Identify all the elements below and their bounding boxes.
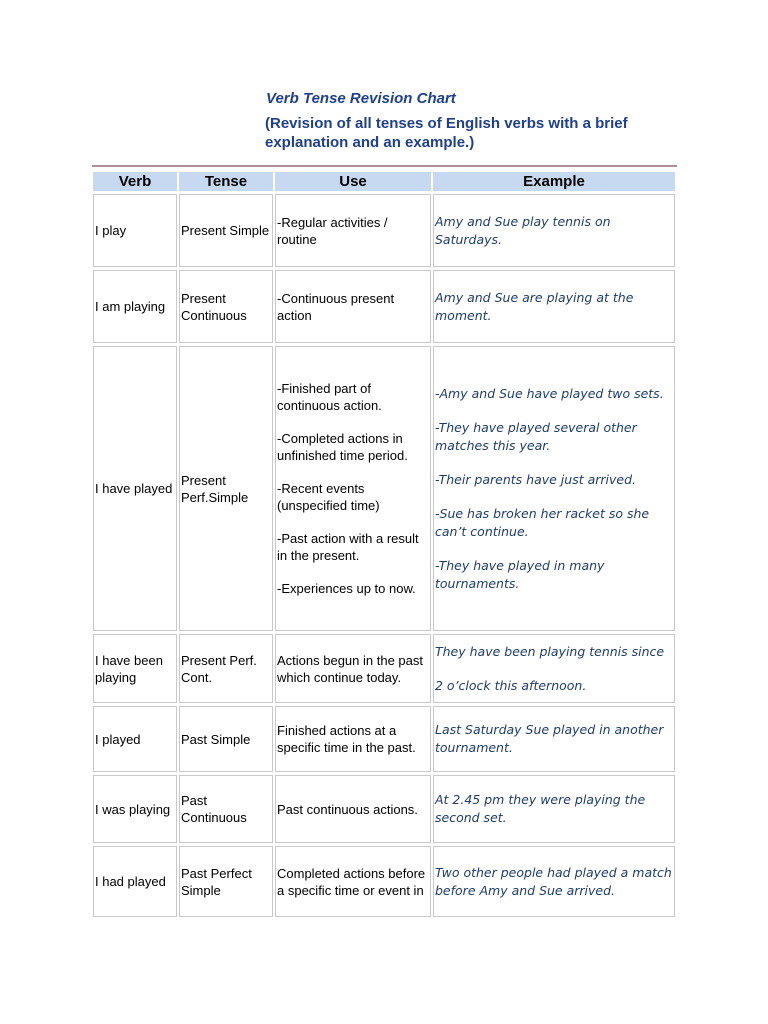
table-row [93,270,675,343]
example-cell [433,270,675,343]
example-line: Amy and Sue play tennis on Saturdays. [435,213,611,247]
header-example: Example [433,172,675,191]
table-row [93,846,675,917]
example-line: 2 o’clock this afternoon. [435,677,587,693]
example-line: -They have played several other matches this year. [435,419,637,453]
table-row [93,346,675,631]
table-row [93,194,675,267]
example-line: Amy and Sue are playing at the moment. [435,289,634,323]
example-cell [433,846,675,917]
use-line: Past continuous actions. [277,801,418,817]
verb-cell: I was playing [93,775,177,843]
use-line: -Continuous present action [277,290,395,323]
verb-cell: I played [93,706,177,772]
example-line: -They have played in many tournaments. [435,557,605,591]
verb-cell: I play [93,194,177,267]
example-line: At 2.45 pm they were playing the second set. [435,792,646,825]
example-cell [433,775,675,843]
table-row [93,775,675,843]
example-line: -Sue has broken her racket so she can’t continue. [435,505,650,539]
example-cell [433,634,675,703]
header-verb: Verb [93,172,177,191]
verb-cell: I am playing [93,270,177,343]
use-line: Finished actions at a specific time in the past. [277,723,416,755]
example-line: -Their parents have just arrived. [435,471,637,487]
table-row [93,706,675,772]
tense-cell: Past Perfect Simple [179,846,273,917]
tense-cell: Present Continuous [179,270,273,343]
use-line: -Regular activities / routine [277,214,388,247]
verb-tense-table [91,172,677,917]
example-line: Last Saturday Sue played in another tournament. [435,722,664,755]
header-tense: Tense [179,172,273,191]
use-line: Actions begun in the past which continue today. [277,652,423,685]
use-line: Completed actions before a specific time or event in [277,865,426,898]
tense-cell: Present Perf.Simple [179,346,273,631]
use-cell [275,775,431,843]
verb-cell: I have been playing [93,634,177,703]
example-line: They have been playing tennis since [435,643,665,659]
tense-cell: Past Continuous [179,775,273,843]
use-line: -Finished part of continuous action. [277,381,382,413]
example-line: Two other people had played a match before Amy and Sue arrived. [435,864,672,898]
example-line: -Amy and Sue have played two sets. [435,385,664,401]
use-line: -Recent events (unspecified time) [277,481,380,513]
use-cell [275,706,431,772]
example-cell [433,194,675,267]
example-cell [433,706,675,772]
use-cell [275,270,431,343]
table-header-row [93,172,675,191]
page-subtitle: (Revision of all tenses of English verbs with a brief explanation and an example.) [265,115,628,151]
header-use: Use [275,172,431,191]
tense-cell: Past Simple [179,706,273,772]
verb-cell: I had played [93,846,177,917]
table-row [93,634,675,703]
title-divider [92,165,677,167]
example-cell [433,346,675,631]
use-cell [275,194,431,267]
verb-cell: I have played [93,346,177,631]
tense-cell: Present Perf. Cont. [179,634,273,703]
page-title: Verb Tense Revision Chart [266,90,456,107]
tense-cell: Present Simple [179,194,273,267]
use-line: -Completed actions in unfinished time period. [277,431,408,463]
use-cell [275,346,431,631]
use-line: -Experiences up to now. [277,581,416,596]
use-line: -Past action with a result in the present. [277,531,419,563]
use-cell [275,634,431,703]
use-cell [275,846,431,917]
